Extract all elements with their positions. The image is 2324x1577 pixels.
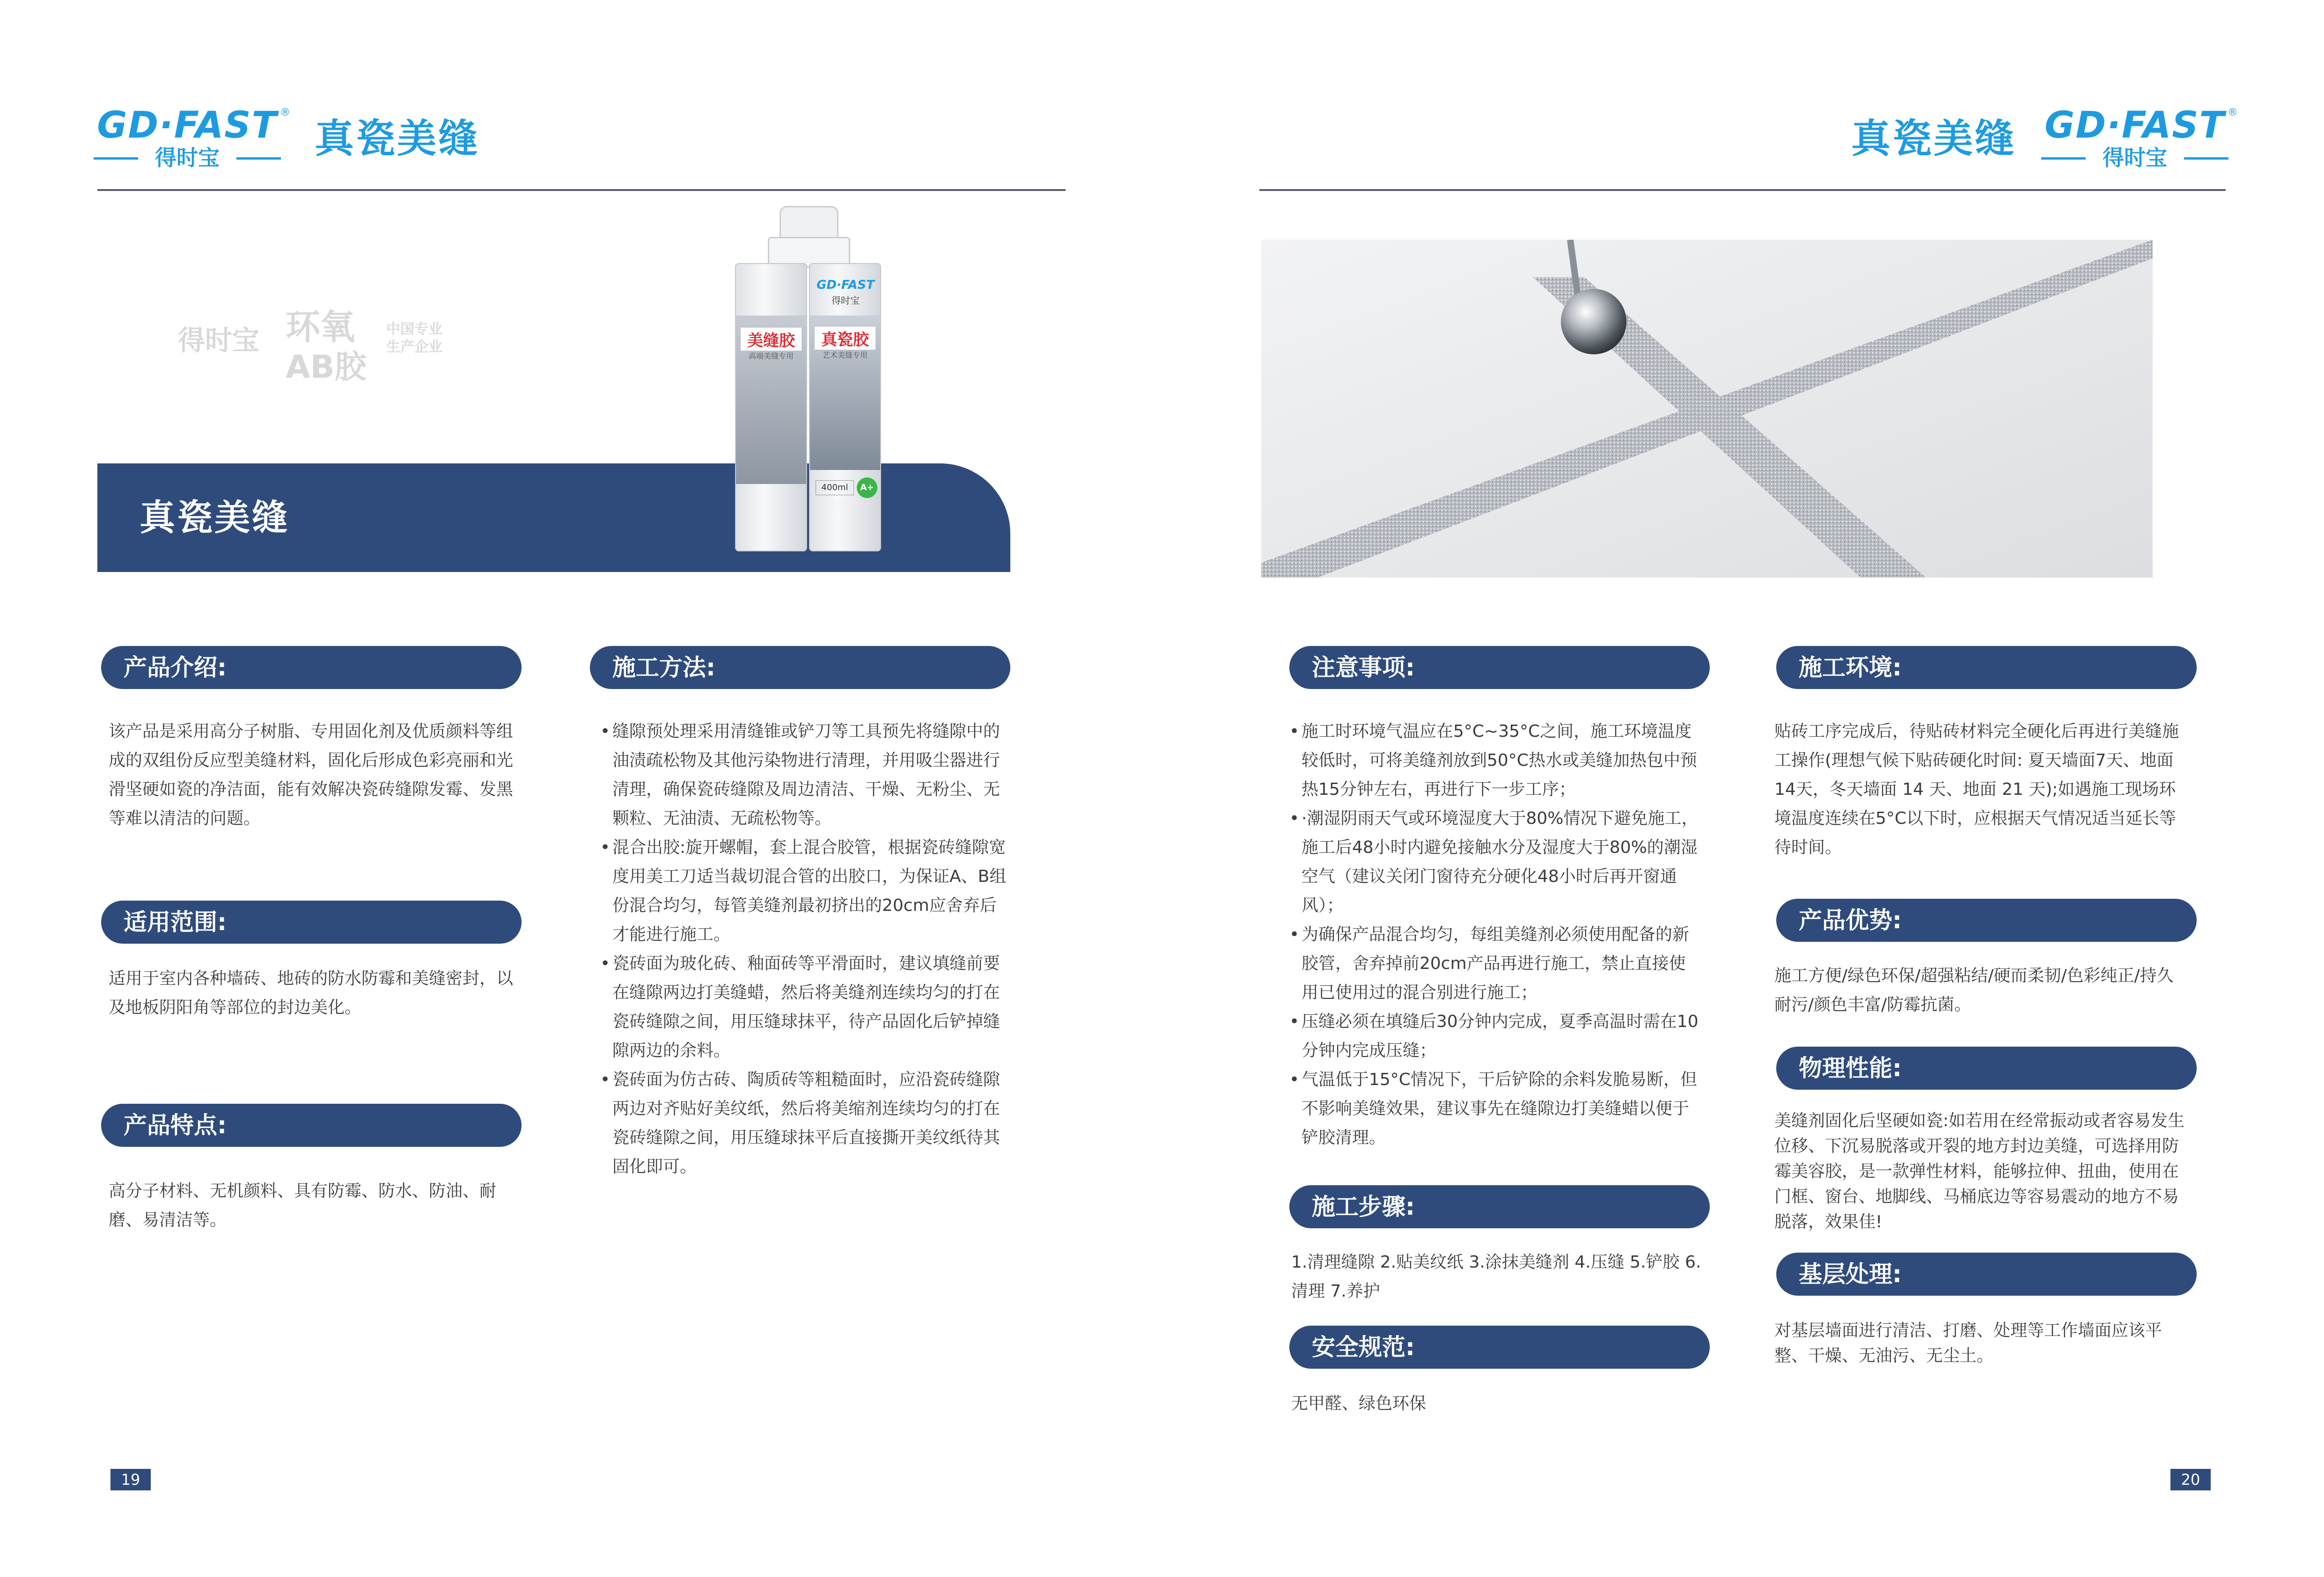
product-brand-cn: 得时宝 bbox=[831, 295, 860, 306]
section-physical-pill bbox=[1776, 1047, 2197, 1090]
section-advantages-title: 产品优势: bbox=[1799, 907, 1902, 934]
notes-item: • 施工时环境气温应在5°C~35°C之间，施工环境温度较低时，可将美缝剂放到50°C热水或美缝加热包中预热15分钟左右，再进行下一步工序； bbox=[1289, 717, 1701, 804]
label-left-sub: 高端美缝专用 bbox=[748, 352, 794, 360]
grout-photo bbox=[1261, 240, 2153, 578]
product-brand: GD·FAST bbox=[816, 278, 875, 292]
grade-badge: A+ bbox=[857, 477, 877, 498]
section-steps-pill bbox=[1289, 1185, 1710, 1228]
notes-item: • 压缝必须在填缝后30分钟内完成，夏季高温时需在10分钟内完成压缝； bbox=[1289, 1007, 1701, 1065]
section-notes-title: 注意事项: bbox=[1312, 654, 1415, 681]
label-right: 真瓷胶 bbox=[815, 327, 875, 350]
watermark-ab: AB胶 bbox=[286, 349, 367, 386]
page-number-right: 20 bbox=[2170, 1469, 2211, 1490]
brand-logo bbox=[94, 104, 290, 170]
watermark bbox=[178, 300, 468, 393]
section-base-text: 对基层墙面进行清洁、打磨、处理等工作墙面应该平整、干燥、无油污、无尘土。 bbox=[1774, 1321, 2162, 1365]
header-rule-right bbox=[1259, 189, 2226, 191]
method-item: • 缝隙预处理采用清缝锥或铲刀等工具预先将缝隙中的油渍疏松物及其他污染物进行清理，并用吸尘器进行清理，确保瓷砖缝隙及周边清洁、干燥、无粉尘、无颗粒、无油渍、无疏松物等。 bbox=[600, 717, 1008, 833]
label-left: 美缝胶 bbox=[741, 328, 802, 351]
method-item: • 混合出胶:旋开螺帽，套上混合胶管，根据瓷砖缝隙宽度用美工刀适当裁切混合管的出胶口，为保证A、B组份混合均匀，每管美缝剂最初挤出的20cm应舍弃后才能进行施工。 bbox=[600, 833, 1008, 949]
grout-illustration bbox=[1261, 240, 2153, 578]
logo-text-right: GD·FAST bbox=[2045, 104, 2225, 147]
banner-title: 真瓷美缝 bbox=[140, 497, 289, 538]
logo-cn-right: 得时宝 bbox=[2103, 145, 2167, 170]
section-safety-pill bbox=[1289, 1326, 1710, 1369]
section-intro-text: 该产品是采用高分子树脂、专用固化剂及优质颜料等组成的双组份反应型美缝材料，固化后形成色彩亮丽和光滑坚硬如瓷的净洁面，能有效解决瓷砖缝隙发霉、发黑等难以清洁的问题。 bbox=[109, 722, 514, 828]
section-features-pill bbox=[101, 1104, 522, 1147]
logo-registered-mark: ® bbox=[280, 107, 290, 118]
watermark-small2: 生产企业 bbox=[386, 339, 442, 355]
section-physical-title: 物理性能: bbox=[1799, 1055, 1902, 1082]
section-safety-text: 无甲醛、绿色环保 bbox=[1291, 1394, 1427, 1413]
section-notes-list bbox=[1289, 717, 1701, 1152]
watermark-big: 环氧 bbox=[286, 307, 355, 347]
method-item: • 瓷砖面为仿古砖、陶质砖等粗糙面时，应沿瓷砖缝隙两边对齐贴好美纹纸，然后将美缩剂连续均匀的打在瓷砖缝隙之间，用压缝球抹平后直接撕开美纹纸待其固化即可。 bbox=[600, 1065, 1008, 1181]
method-item: • 瓷砖面为玻化砖、釉面砖等平滑面时，建议填缝前要在缝隙两边打美缝蜡，然后将美缝剂连续均匀的打在瓷砖缝隙之间，用压缝球抹平，待产品固化后铲掉缝隙两边的余料。 bbox=[600, 949, 1008, 1065]
section-environment-title: 施工环境: bbox=[1799, 654, 1902, 681]
watermark-brand: 得时宝 bbox=[178, 324, 260, 356]
logo-registered-mark-right: ® bbox=[2228, 107, 2238, 118]
section-base-pill bbox=[1776, 1253, 2197, 1296]
section-scope-text: 适用于室内各种墙砖、地砖的防水防霉和美缝密封，以及地板阴阳角等部位的封边美化。 bbox=[109, 969, 514, 1017]
section-scope-title: 适用范围: bbox=[124, 909, 227, 936]
section-method-pill bbox=[590, 646, 1010, 689]
section-intro-pill bbox=[101, 646, 522, 689]
section-environment-text: 贴砖工序完成后，待贴砖材料完全硬化后再进行美缝施工操作(理想气候下贴砖硬化时间: 夏天墙面7天、地面 14天，冬天墙面 14 天、地面 21 天);如遇施工现场环境温度连续在5°C以下时，应根据天气情况适当延长等待时间。 bbox=[1774, 722, 2179, 857]
logo-text: GD·FAST bbox=[97, 104, 278, 147]
volume-label: 400ml bbox=[816, 480, 854, 495]
right-page bbox=[1162, 0, 2324, 1577]
notes-item: • 为确保产品混合均匀，每组美缝剂必须使用配备的新胶管，舍弃掉前20cm产品再进行施工，禁止直接使用已使用过的混合别进行施工； bbox=[1289, 920, 1701, 1007]
section-scope-pill bbox=[101, 901, 522, 944]
header-rule bbox=[97, 189, 1066, 191]
page-number-left: 19 bbox=[110, 1469, 151, 1490]
section-base-title: 基层处理: bbox=[1799, 1261, 1902, 1288]
section-steps-text: 1.清理缝隙 2.贴美纹纸 3.涂抹美缝剂 4.压缝 5.铲胶 6.清理 7.养护 bbox=[1291, 1253, 1701, 1301]
section-intro-title: 产品介绍: bbox=[124, 654, 227, 681]
section-notes-pill bbox=[1289, 646, 1710, 689]
watermark-small1: 中国专业 bbox=[386, 321, 442, 337]
section-steps-title: 施工步骤: bbox=[1312, 1193, 1415, 1220]
section-advantages-text: 施工方便/绿色环保/超强粘结/硬而柔韧/色彩纯正/持久耐污/颜色丰富/防霉抗菌。 bbox=[1774, 966, 2174, 1014]
product-image bbox=[735, 206, 880, 552]
logo-subtitle-right bbox=[2041, 146, 2228, 169]
section-environment-pill bbox=[1776, 646, 2197, 689]
notes-item: • 气温低于15°C情况下，干后铲除的余料发脆易断，但不影响美缝效果，建议事先在缝隙边打美缝蜡以便于铲胶清理。 bbox=[1289, 1065, 1701, 1152]
brand-logo-right bbox=[2041, 104, 2238, 170]
notes-item: • ·潮湿阴雨天气或环境湿度大于80%情况下避免施工，施工后48小时内避免接触水分及湿度大于80%的潮湿空气（建议关闭门窗待充分硬化48小时后再开窗通风）； bbox=[1289, 804, 1701, 920]
section-method-list bbox=[600, 717, 1008, 1181]
section-physical-text: 美缝剂固化后坚硬如瓷:如若用在经常振动或者容易发生位移、下沉易脱落或开裂的地方封边美缝，可选择用防霉美容胶，是一款弹性材料，能够拉伸、扭曲，使用在门框、窗台、地脚线、马桶底边等容易震动的地方不易脱落，效果佳! bbox=[1774, 1111, 2185, 1232]
logo-subtitle bbox=[94, 146, 281, 169]
section-features-title: 产品特点: bbox=[124, 1112, 227, 1139]
label-right-sub: 艺术美缝专用 bbox=[822, 351, 868, 359]
section-features-text: 高分子材料、无机颜料、具有防霉、防水、防油、耐磨、易清洁等。 bbox=[109, 1181, 497, 1230]
section-safety-title: 安全规范: bbox=[1312, 1334, 1415, 1361]
section-advantages-pill bbox=[1776, 899, 2197, 942]
header-title: 真瓷美缝 bbox=[315, 116, 480, 161]
section-method-title: 施工方法: bbox=[612, 654, 715, 681]
logo-cn: 得时宝 bbox=[155, 145, 220, 170]
header-title-right: 真瓷美缝 bbox=[1851, 116, 2016, 161]
